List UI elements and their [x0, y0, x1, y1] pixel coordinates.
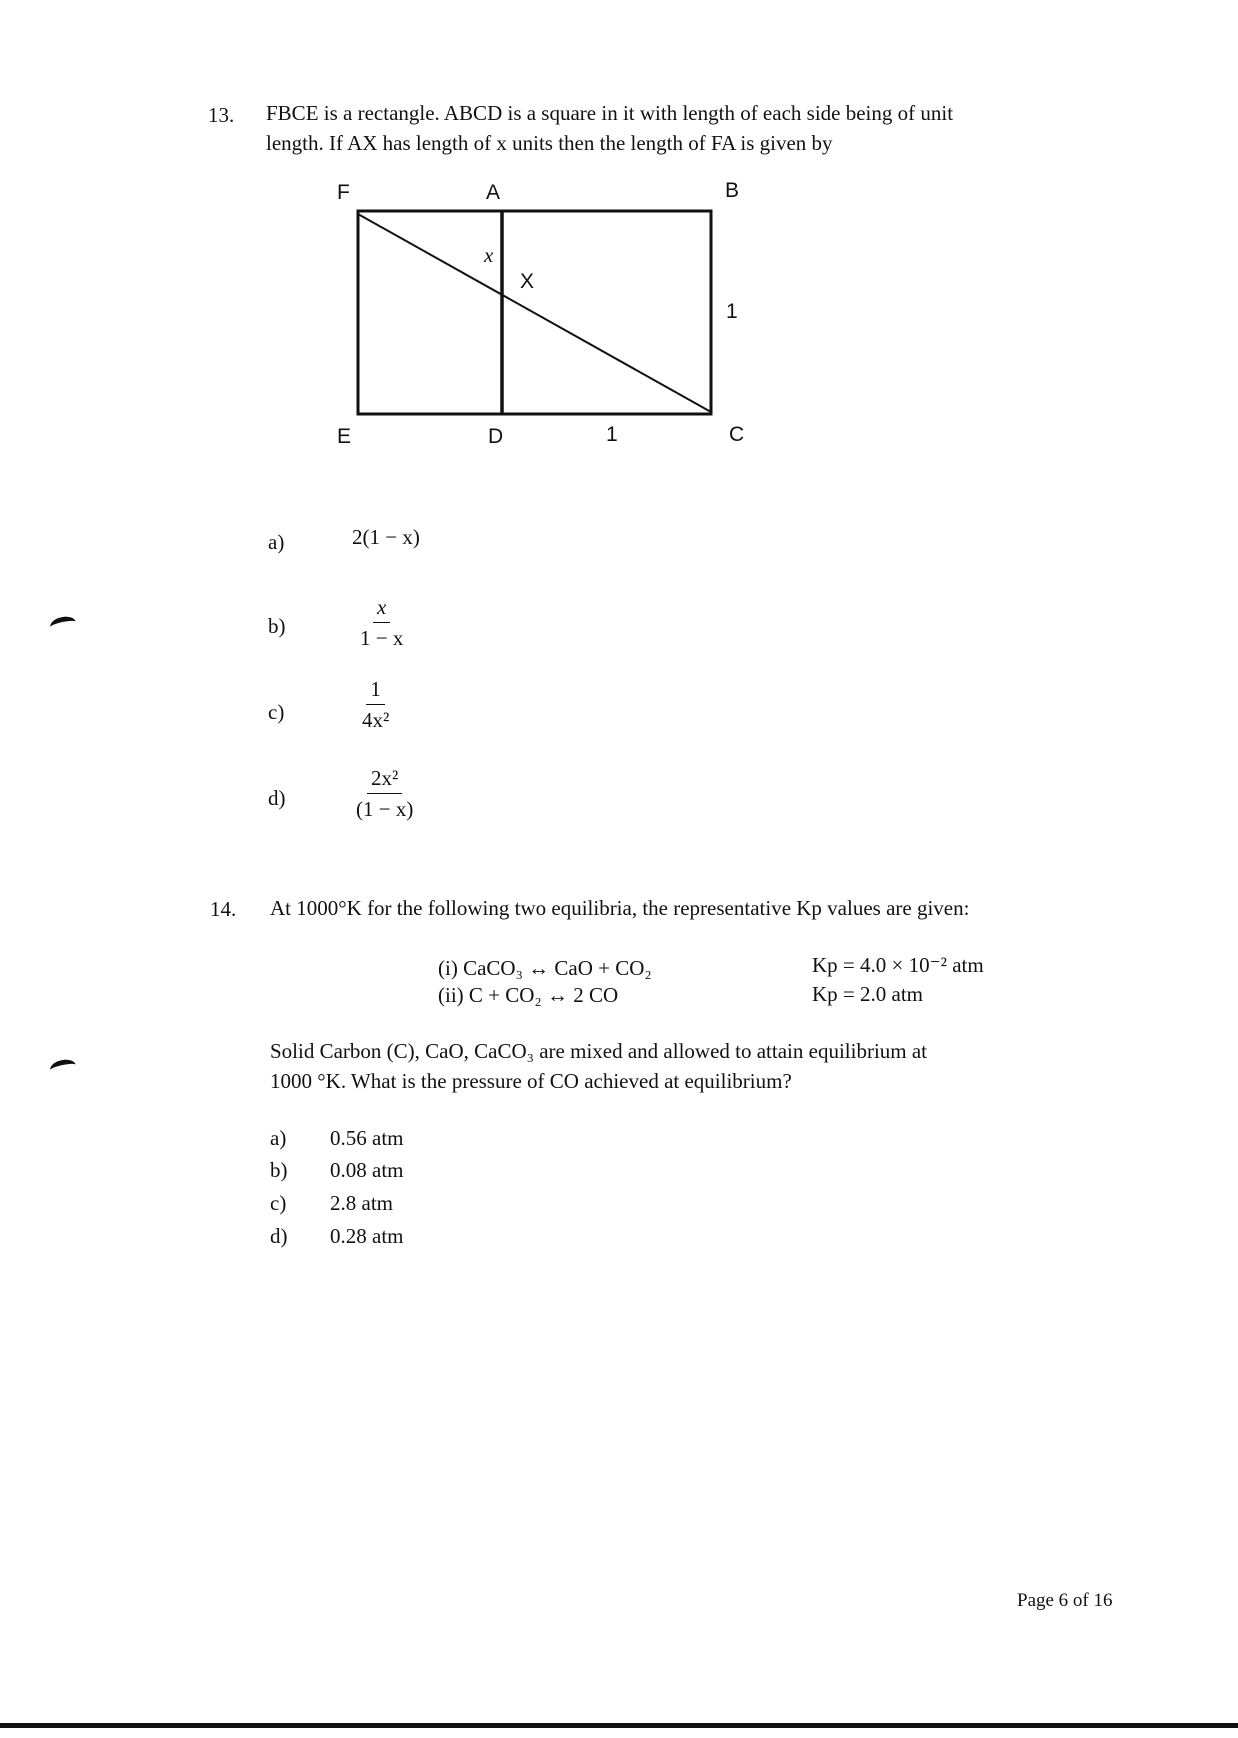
q13-option-c-fraction — [362, 676, 389, 733]
q13-option-d-numerator: 2x² — [367, 765, 402, 794]
q13-option-b-denominator: 1 − x — [360, 626, 404, 650]
q13-option-c-label: c) — [268, 700, 285, 724]
q14-reaction-1: (i) CaCO₃ ↔ CaO + CO₂ — [438, 956, 652, 980]
label-c: C — [729, 423, 745, 446]
q14-body-line1: Solid Carbon (C), CaO, CaCO₃ are mixed and allowed to attain equilibrium at — [270, 1039, 928, 1063]
q14-option-c-label: c) — [270, 1191, 287, 1215]
label-f: F — [337, 181, 350, 204]
q13-number: 13. — [208, 103, 235, 127]
label-e: E — [337, 425, 352, 448]
q13-option-d-label: d) — [268, 786, 286, 810]
q13-text-line2-content: length. If AX has length of x units then the length of FA is given by — [266, 131, 833, 155]
label-b: B — [725, 179, 740, 202]
rectangle-diagram — [0, 0, 1238, 460]
label-a: A — [486, 181, 501, 204]
label-x-point: X — [520, 270, 535, 293]
page-bottom-rule — [0, 1723, 1238, 1728]
label-side-bottom: 1 — [606, 423, 618, 446]
label-x-length: x — [484, 243, 494, 267]
q13-option-a-expr: 2(1 − x) — [352, 525, 420, 549]
q13-option-c-numerator: 1 — [366, 676, 385, 705]
q14-text: At 1000°K for the following two equilibria, the representative Kp values are given: — [270, 896, 970, 920]
q13-option-b-label: b) — [268, 614, 286, 638]
q14-option-d-value: 0.28 atm — [330, 1224, 404, 1248]
label-d: D — [488, 425, 504, 448]
q14-option-a-value: 0.56 atm — [330, 1126, 404, 1150]
scan-mark-2 — [49, 1057, 78, 1077]
q14-option-a-label: a) — [270, 1126, 287, 1150]
q13-option-b-fraction — [360, 594, 403, 651]
label-side-right: 1 — [726, 300, 738, 323]
q14-option-c-value: 2.8 atm — [330, 1191, 393, 1215]
q14-option-b-value: 0.08 atm — [330, 1158, 404, 1182]
q13-option-d-denominator: (1 − x) — [356, 797, 414, 821]
q14-option-d-label: d) — [270, 1224, 288, 1248]
q13-option-c-denominator: 4x² — [362, 708, 390, 732]
q13-option-a-label: a) — [268, 530, 285, 554]
q13-option-d-fraction — [356, 765, 413, 822]
q14-option-b-label: b) — [270, 1158, 288, 1182]
q14-kp-2: Kp = 2.0 atm — [812, 982, 923, 1006]
q14-number: 14. — [210, 897, 237, 921]
scan-mark-1 — [49, 614, 78, 634]
page-number: Page 6 of 16 — [1017, 1590, 1113, 1611]
q14-body-line2: 1000 °K. What is the pressure of CO achieved at equilibrium? — [270, 1069, 792, 1093]
q13-option-b-numerator: x — [373, 594, 390, 623]
q13-text-line1: FBCE is a rectangle. ABCD is a square in it with length of each side being of unit — [266, 101, 954, 125]
diagonal-fc — [358, 214, 711, 412]
q14-reaction-2: (ii) C + CO₂ ↔ 2 CO — [438, 983, 619, 1007]
q14-kp-1: Kp = 4.0 × 10⁻² atm — [812, 953, 984, 977]
